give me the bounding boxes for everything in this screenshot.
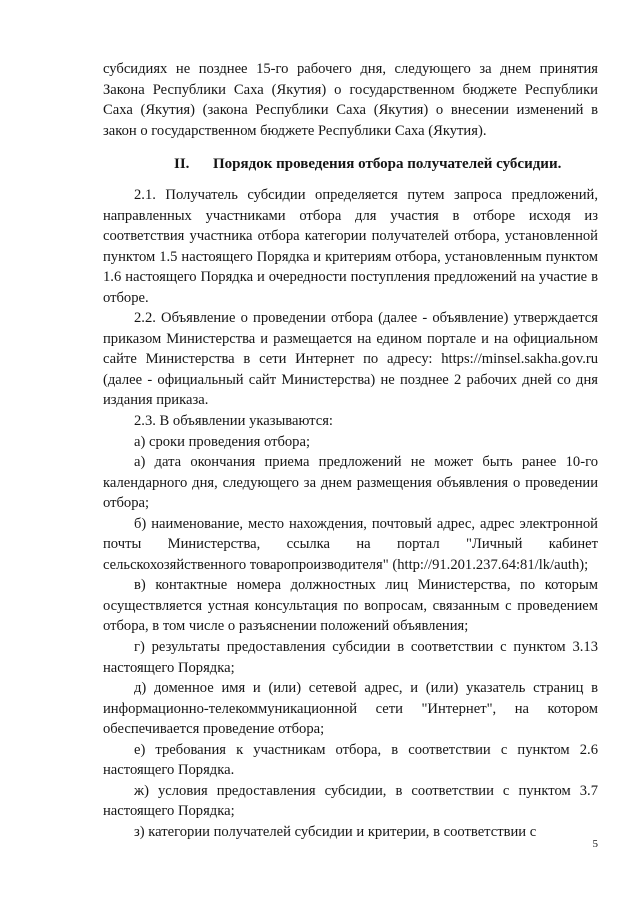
list-item-b: б) наименование, место нахождения, почтовый адрес, адрес электронной почты Министерства, ссылка на портал "Личный кабинет сельскохозяйственного товаропроизводителя" (http://91.201.237.64:81/lk/auth); [103, 515, 598, 573]
page-number: 5 [592, 838, 598, 850]
list-item-g: г) результаты предоставления субсидии в соответствии с пунктом 3.13 настоящего Порядка; [103, 639, 598, 676]
section-body [103, 185, 598, 843]
paragraph-2-2: 2.2. Объявление о проведении отбора (далее - объявление) утверждается приказом Министерства и размещается на едином портале и на официальном сайте Министерства в сети Интернет по адресу: https://minsel.sakha.gov.ru (далее - официальный сайт Министерства) не позднее 2 рабочих дней со дня издания приказа. [103, 310, 598, 409]
list-item-zh: ж) условия предоставления субсидии, в соответствии с пунктом 3.7 настоящего Порядка; [103, 782, 598, 820]
list-item-z: з) категории получателей субсидии и критерии, в соответствии с [134, 823, 537, 840]
list-item-d: д) доменное имя и (или) сетевой адрес, и (или) указатель страниц в информационно-телекоммуникационной сети "Интернет", на котором обеспечивается проведение отбора; [103, 680, 598, 738]
section-number: II. [174, 156, 190, 172]
paragraph-2-3: 2.3. В объявлении указываются: [134, 413, 333, 430]
intro-paragraph: субсидиях не позднее 15-го рабочего дня, следующего за днем принятия Закона Республики Саха (Якутия) о государственном бюджете Республики Саха (Якутия) (закона Республики Саха (Якутия) о внесении изменений в закон о государственном бюджете Республики Саха (Якутия). [103, 61, 598, 139]
list-item-a-deadline: а) дата окончания приема предложений не может быть ранее 10-го календарного дня, следующего за днем размещения объявления о проведении отбора; [103, 454, 598, 512]
list-item-v: в) контактные номера должностных лиц Министерства, по которым осуществляется устная консультация по вопросам, связанным с проведением отбора, в том числе о разъяснении положений объявления; [103, 577, 598, 635]
list-item-a-dates: а) сроки проведения отбора; [134, 433, 311, 450]
paragraph-2-1: 2.1. Получатель субсидии определяется путем запроса предложений, направленных участниками отбора для участия в отборе исходя из соответствия участника отбора категории получателей отбора, установленной пунктом 1.5 настоящего Порядка и критериям отбора, установленным пунктом 1.6 настоящего Порядка и очередности поступления предложений на участие в отборе. [103, 187, 598, 306]
section-title: Порядок проведения отбора получателей субсидии. [213, 156, 562, 172]
list-item-e: е) требования к участникам отбора, в соответствии с пунктом 2.6 настоящего Порядка. [103, 741, 598, 779]
